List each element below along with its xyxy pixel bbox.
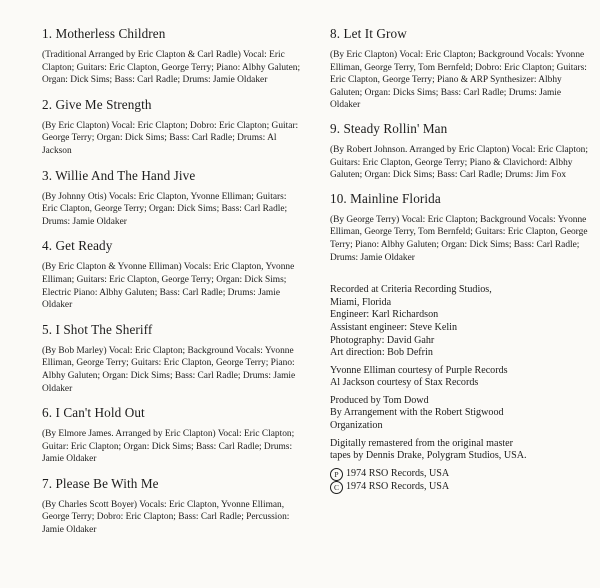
note-line: Produced by Tom Dowd	[330, 394, 429, 406]
track-entry	[330, 121, 592, 182]
right-track-list	[330, 26, 592, 264]
track-title: 8. Let It Grow	[330, 26, 407, 41]
track-entry	[330, 191, 592, 264]
track-entry	[42, 322, 304, 395]
track-credits: (By Eric Clapton) Vocal: Eric Clapton; Dobro: Eric Clapton; Guitar: George Terry; Organ: Dick Sims; Bass: Carl Radle; Drums: Al Jackson	[42, 120, 299, 156]
left-column	[42, 26, 304, 547]
phonogram-symbol-icon: P	[330, 468, 343, 481]
track-title: 7. Please Be With Me	[42, 475, 159, 491]
track-title: 10. Mainline Florida	[330, 190, 441, 206]
copyright-notice	[330, 468, 592, 494]
track-credits: (By Bob Marley) Vocal: Eric Clapton; Background Vocals: Yvonne Elliman, George Terry; Guitars: Eric Clapton, George Terry; Piano: Albhy Galuten; Organ: Dick Sims; Bass: Carl Radle; Drums: Jamie Oldaker	[42, 345, 296, 394]
production-credits	[330, 395, 592, 433]
track-title: 2. Give Me Strength	[42, 96, 152, 112]
track-title: 6. I Can't Hold Out	[42, 405, 145, 421]
track-title: 3. Willie And The Hand Jive	[42, 167, 196, 183]
copyright-text: 1974 RSO Records, USA	[346, 467, 450, 479]
copyright-line	[330, 468, 592, 481]
liner-notes	[330, 284, 592, 494]
courtesy-credits	[330, 365, 592, 390]
note-line: Digitally remastered from the original master	[330, 437, 514, 449]
note-line: Yvonne Elliman courtesy of Purple Records	[330, 364, 508, 376]
note-line: Engineer: Karl Richardson	[330, 309, 439, 321]
track-entry	[330, 26, 592, 112]
recording-credits	[330, 284, 592, 360]
note-line: Art direction: Bob Defrin	[330, 347, 433, 359]
note-line: tapes by Dennis Drake, Polygram Studios, USA.	[330, 450, 527, 462]
note-line: By Arrangement with the Robert Stigwood	[330, 407, 504, 419]
track-credits: (By Charles Scott Boyer) Vocals: Eric Clapton, Yvonne Elliman, George Terry; Dobro: Eric Clapton; Bass: Carl Radle; Percussion: Jamie Oldaker	[42, 499, 290, 536]
track-credits: (By Johnny Otis) Vocals: Eric Clapton, Yvonne Elliman; Guitars: Eric Clapton, George Terry; Organ: Dick Sims; Bass: Carl Radle; Drums: Jamie Oldaker	[42, 191, 288, 227]
track-title: 4. Get Ready	[42, 238, 113, 254]
track-entry	[42, 476, 304, 537]
track-entry	[42, 168, 304, 229]
track-credits: (By Robert Johnson. Arranged by Eric Clapton) Vocal: Eric Clapton; Guitars: Eric Clapton, George Terry; Piano & Clavichord: Albhy Galuten; Organ: Dick Sims; Bass: Carl Radle; Drums: Jim Fox	[330, 144, 588, 181]
right-column	[330, 26, 592, 499]
track-entry	[42, 238, 304, 311]
note-line: Recorded at Criteria Recording Studios,	[330, 284, 492, 296]
track-credits: (By Eric Clapton) Vocal: Eric Clapton; Background Vocals: Yvonne Elliman, George Terry, Tom Bernfeld; Dobro: Eric Clapton; Guitars: Eric Clapton, George Terry; Piano & ARP Synthesizer: Albhy Galuten; Organ: Dicks Sims; Bass: Carl Radle; Drums: Jamie Oldaker	[330, 50, 587, 111]
note-line: Al Jackson courtesy of Stax Records	[330, 377, 479, 389]
copyright-symbol-icon: C	[330, 481, 343, 494]
track-credits: (By George Terry) Vocal: Eric Clapton; Background Vocals: Yvonne Elliman, George Terry, Tom Bernfeld; Guitars: Eric Clapton, George Terry; Piano: Albhy Galuten; Organ: Dick Sims; Bass: Carl Radle; Drums: Jamie Oldaker	[330, 214, 588, 263]
track-title: 9. Steady Rollin' Man	[330, 120, 448, 136]
track-entry	[42, 405, 304, 466]
note-line: Miami, Florida	[330, 296, 392, 308]
note-line: Assistant engineer: Steve Kelin	[330, 321, 457, 333]
note-line: Photography: David Gahr	[330, 334, 435, 346]
copyright-text: 1974 RSO Records, USA	[346, 480, 450, 492]
remaster-note	[330, 438, 592, 463]
track-title: 1. Motherless Children	[42, 26, 166, 41]
copyright-line	[330, 481, 592, 494]
track-credits: (By Elmore James. Arranged by Eric Clapton) Vocal: Eric Clapton; Guitar: Eric Clapton; Organ: Dick Sims; Bass: Carl Radle; Drums: Jamie Oldaker	[42, 429, 295, 465]
track-credits: (By Eric Clapton & Yvonne Elliman) Vocals: Eric Clapton, Yvonne Elliman; Guitars: Eric Clapton, George Terry; Organ: Dick Sims; Electric Piano: Albhy Galuten; Bass: Carl Radle; Drums: Jamie Oldaker	[42, 262, 295, 311]
track-title: 5. I Shot The Sheriff	[42, 321, 153, 337]
track-credits: (Traditional Arranged by Eric Clapton & Carl Radle) Vocal: Eric Clapton; Guitars: Eric Clapton, George Terry; Piano: Albhy Galuten; Organ: Dick Sims; Bass: Carl Radle; Drums: Jamie Oldaker	[42, 50, 301, 86]
track-entry	[42, 97, 304, 158]
note-line: Organization	[330, 420, 383, 432]
track-entry	[42, 26, 304, 87]
